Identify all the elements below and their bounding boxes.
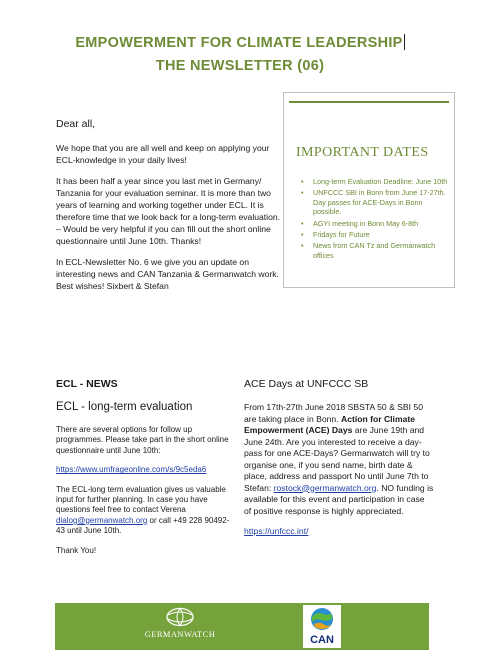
important-dates-divider (289, 101, 449, 103)
date-item: • Long-term Evaluation Deadline: June 10th (298, 177, 448, 186)
footer-logo-bar (55, 603, 429, 650)
ace-days-heading: ACE Days at UNFCCC SB (244, 378, 369, 390)
unfccc-link[interactable]: https://unfccc.int/ (244, 526, 309, 536)
can-wordmark: CAN (310, 634, 334, 646)
important-dates-list (298, 177, 448, 262)
ace-days-column (244, 402, 434, 547)
germanwatch-wordmark: GERMANWATCH (144, 629, 216, 639)
date-item: • Fridays for Future (298, 230, 448, 239)
questionnaire-link[interactable]: https://www.umfrageonline.com/s/9c5eda6 (56, 465, 207, 475)
stefan-email-link[interactable]: rostock@germanwatch.org (273, 482, 377, 493)
date-item: • AGYI meeting in Bonn May 6-8th (298, 219, 448, 228)
text-cursor (404, 34, 405, 50)
ecl-news-column (56, 425, 232, 565)
intro-paragraph-2: It has been half a year since you last met in Germany/ Tanzania for your evaluation seminar. It is more than two years of learning and working together under ECL. It is therefore time that we look back for a long-term evaluation. – Would be very helpful if you can fill out the short online questionnaire until June 10th. Thanks! (56, 176, 281, 246)
ecl-thanks: Thank You! (56, 545, 97, 555)
ace-paragraph: From 17th-27th June 2018 SBSTA 50 & SBI 50 are taking place in Bonn. Action for Climate Empowerment (ACE) Days are June 19th and June 24th. Are you interested to receive a day-pass for one ACE-Days? Germanwatch will try to organise one, if you send name, birth date & place, address and passport No until June 7th to Stefan: rostock@germanwatch.org. NO funding is available for this event and participation in case of positive response is highly appreciated. (244, 402, 434, 516)
can-logo (303, 605, 341, 648)
newsletter-title: EMPOWERMENT FOR CLIMATE LEADERSHIP (75, 35, 403, 51)
date-item: • News from CAN Tz and Germanwatch offices (298, 241, 448, 260)
important-dates-box (283, 92, 455, 288)
ecl-paragraph-2: The ECL-long term evaluation gives us valuable input for further planning. In case you have questions feel free to contact Verena dialog@germanwatch.org or call +49 228 90492-43 until June 10th. (56, 484, 230, 536)
newsletter-subtitle: THE NEWSLETTER (06) (155, 58, 325, 74)
verena-email-link[interactable]: dialog@germanwatch.org (56, 515, 148, 525)
intro-signoff: Best wishes! Sixbert & Stefan (56, 281, 169, 291)
germanwatch-logo (135, 607, 225, 639)
important-dates-heading: IMPORTANT DATES (296, 145, 429, 160)
intro-paragraph-3: In ECL-Newsletter No. 6 we give you an update on interesting news and CAN Tanzania & Germanwatch work. (56, 257, 279, 279)
ace-days-bold: Action for Climate Empowerment (ACE) Days (244, 413, 416, 435)
ecl-paragraph-1: There are several options for follow up programmes. Please take part in the short online questionnaire until June 10th: (56, 425, 229, 455)
greeting: Dear all, (56, 118, 96, 130)
ecl-news-heading: ECL - NEWS (56, 378, 118, 390)
can-globe-icon (303, 605, 341, 633)
date-item: • UNFCCC SBI in Bonn from June 17-27th. Day passes for ACE-Days in Bonn possible. (298, 188, 448, 216)
ecl-evaluation-subheading: ECL - long-term evaluation (56, 401, 193, 413)
intro-paragraph-1: We hope that you are all well and keep on applying your ECL-knowledge in your daily lives! (56, 143, 270, 165)
intro-section (56, 118, 282, 301)
germanwatch-globe-icon (165, 607, 195, 627)
